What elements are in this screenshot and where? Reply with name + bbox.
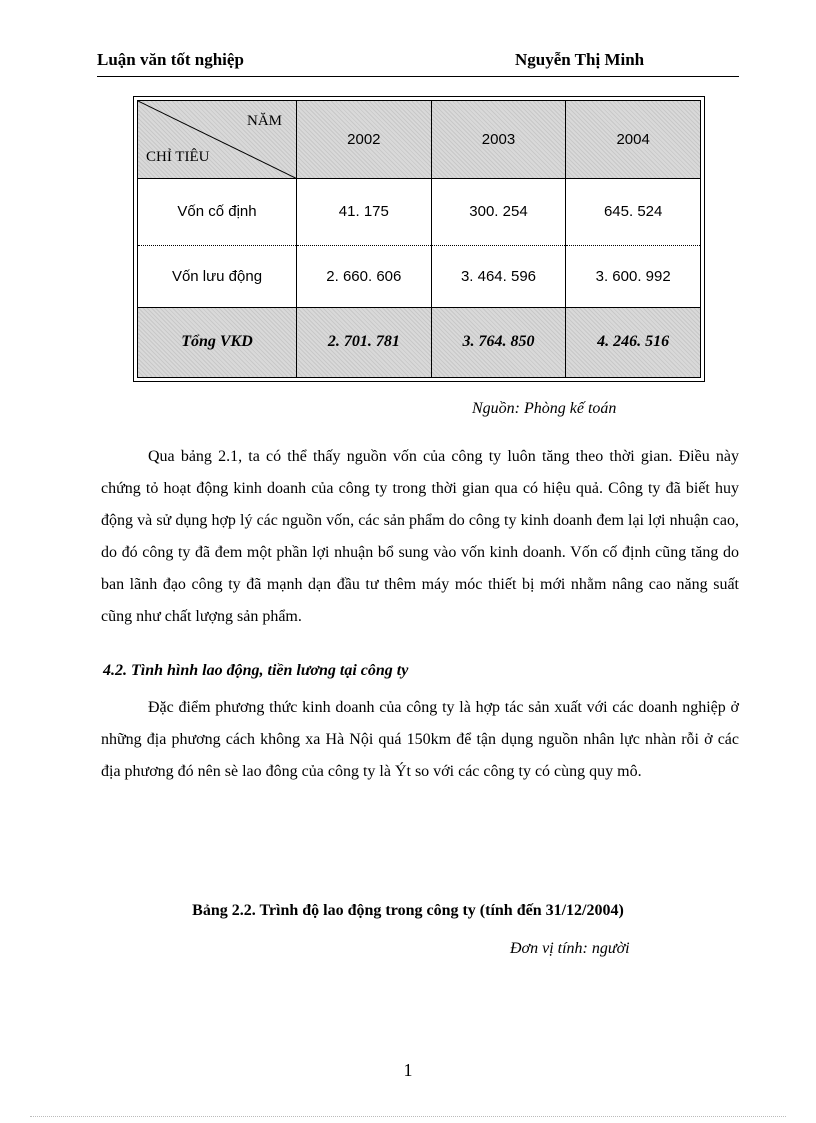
row-label-total: Tổng VKD <box>138 307 297 377</box>
year-header-2004: 2004 <box>566 101 701 179</box>
table-header-row <box>138 101 701 179</box>
page-number: 1 <box>403 1060 413 1080</box>
table-cell-total: 4. 246. 516 <box>566 307 701 377</box>
header-author-name: Nguyễn Thị Minh <box>515 50 645 69</box>
corner-indicator-label: CHỈ TIÊU <box>146 149 210 166</box>
row-label-working-capital: Vốn lưu động <box>138 245 297 307</box>
year-header-2002: 2002 <box>297 101 432 179</box>
table-row-fixed-capital <box>138 179 701 245</box>
body-paragraph-1: Qua bảng 2.1, ta có thể thấy nguồn vốn của công ty luôn tăng theo thời gian. Điều này chứng tỏ hoạt động kinh doanh của công ty trong thời gian qua có hiệu quả. Công ty đã biết huy động và sử dụng hợp lý các nguồn vốn, các sản phẩm do công ty kinh doanh đem lại lợi nhuận cao, do đó công ty đã đem một phần lợi nhuận bổ sung vào vốn kinh doanh. Vốn cố định cũng tăng do ban lãnh đạo công ty đã mạnh dạn đầu tư thêm máy móc thiết bị mới nhằm nâng cao năng suất cũng như chất lượng sản phẩm. <box>101 448 739 625</box>
table-corner-cell <box>138 101 297 179</box>
header-thesis-title: Luận văn tốt nghiệp <box>97 50 244 69</box>
year-header-2003: 2003 <box>431 101 566 179</box>
body-paragraph-2: Đặc điểm phương thức kinh doanh của công ty là hợp tác sản xuất với các doanh nghiệp ở những địa phương cách không xa Hà Nội quá 150km để tận dụng nguồn nhân lực nhàn rỗi ở các địa phương đó nên sè lao đông của công ty là Ýt so với các công ty có cùng quy mô. <box>101 699 739 780</box>
table-cell: 41. 175 <box>297 179 432 245</box>
table-cell: 2. 660. 606 <box>297 245 432 307</box>
table-source-note: Nguồn: Phòng kế toán <box>472 400 617 417</box>
table-cell: 300. 254 <box>431 179 566 245</box>
table2-caption: Bảng 2.2. Trình độ lao động trong công ty (tính đến 31/12/2004) <box>192 902 624 919</box>
row-label-fixed-capital: Vốn cố định <box>138 179 297 245</box>
table-row-working-capital <box>138 245 701 307</box>
table-cell: 645. 524 <box>566 179 701 245</box>
capital-table-frame <box>133 96 705 382</box>
table-cell-total: 2. 701. 781 <box>297 307 432 377</box>
table2-unit-note: Đơn vị tính: người <box>510 940 630 957</box>
capital-table <box>137 100 701 378</box>
corner-year-label: NĂM <box>246 113 282 129</box>
page-header <box>97 48 739 77</box>
table-row-total <box>138 307 701 377</box>
table-cell-total: 3. 764. 850 <box>431 307 566 377</box>
table-cell: 3. 464. 596 <box>431 245 566 307</box>
page-bottom-divider <box>30 1116 786 1117</box>
table-cell: 3. 600. 992 <box>566 245 701 307</box>
section-heading: 4.2. Tình hình lao động, tiền lương tại công ty <box>103 662 409 679</box>
